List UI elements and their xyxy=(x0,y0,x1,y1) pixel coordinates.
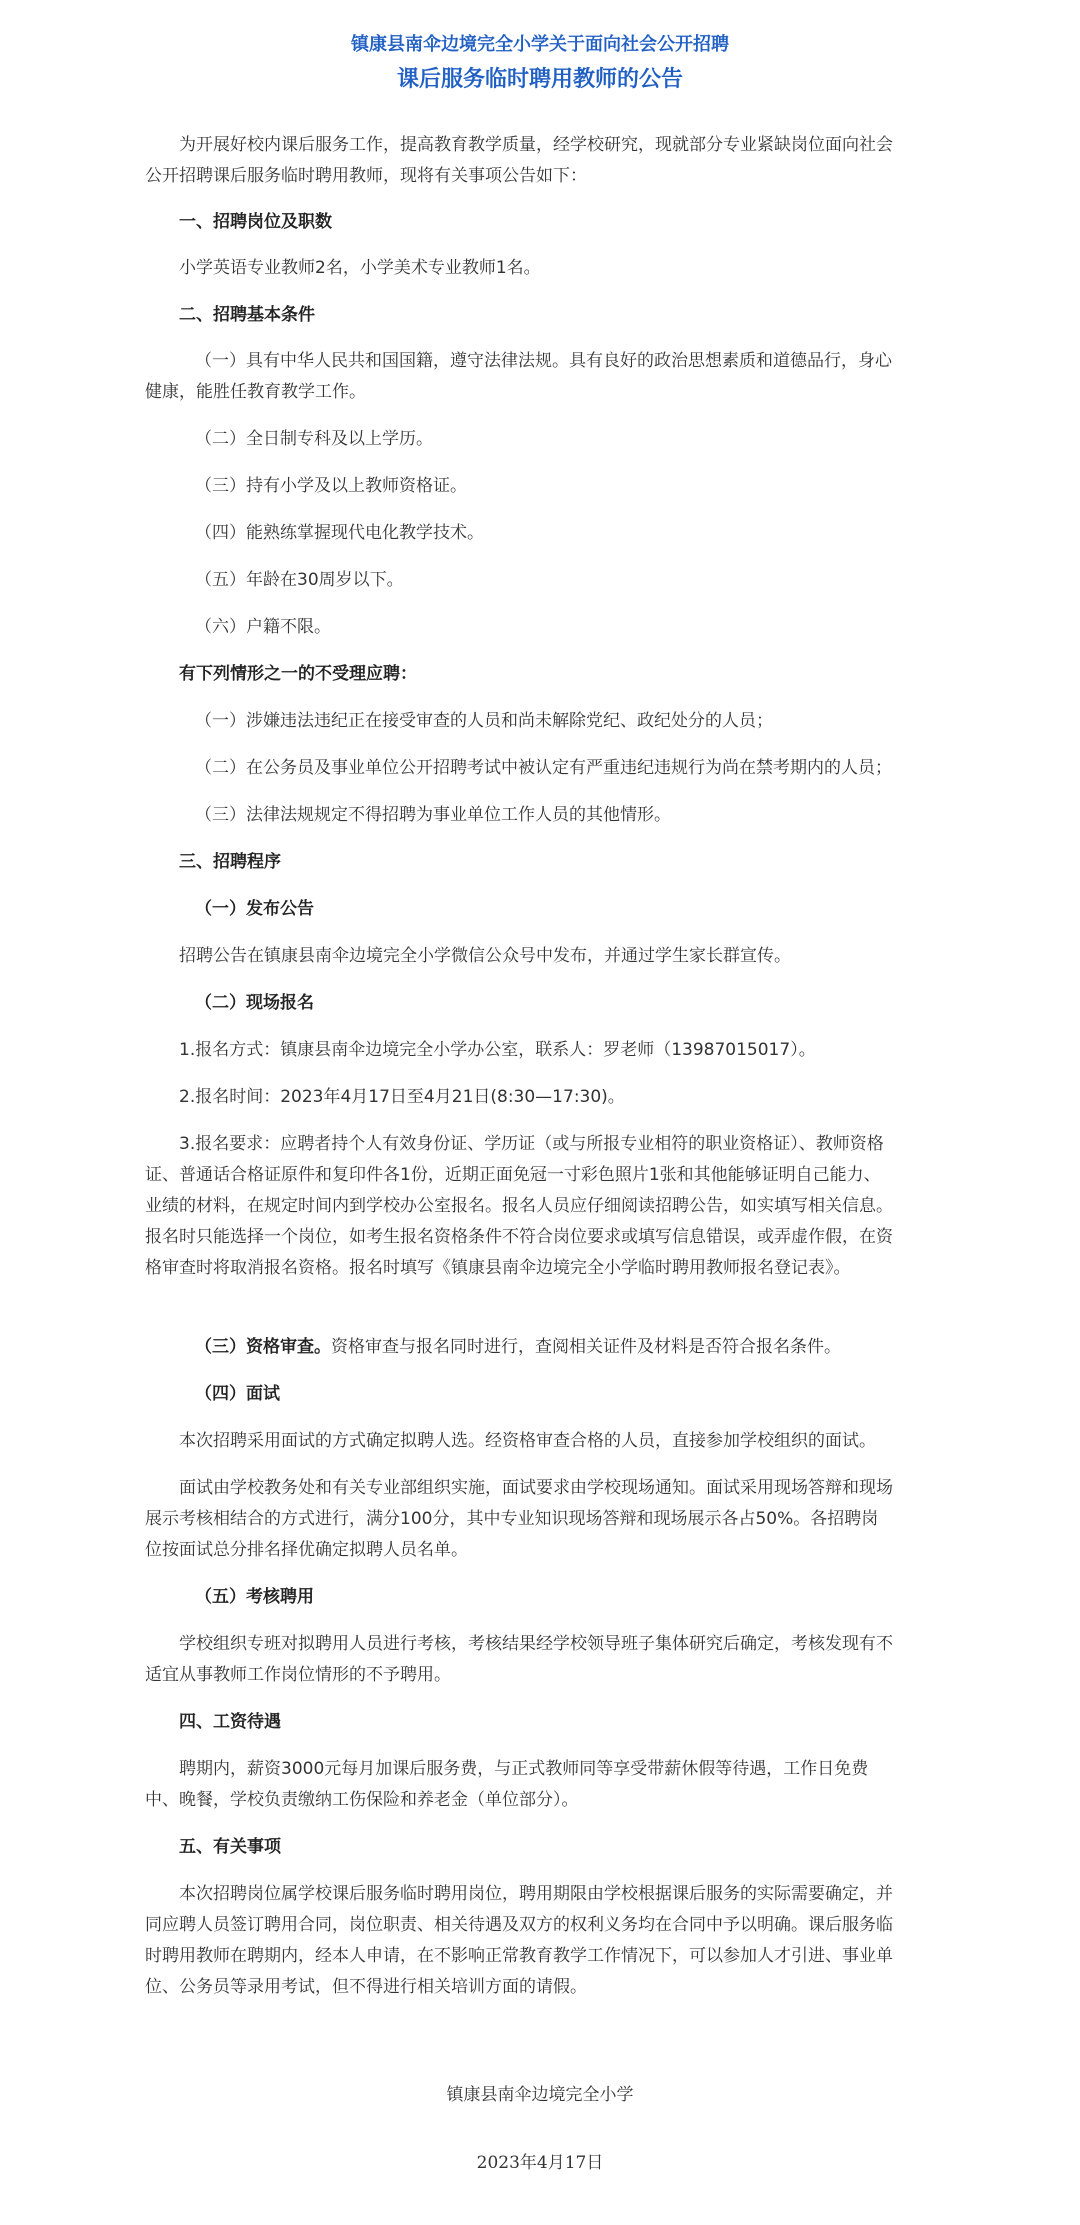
section1-text: 小学英语专业教师2名，小学美术专业教师1名。 xyxy=(179,258,541,278)
interview-text-1: 本次招聘采用面试的方式确定拟聘人选。经资格审查合格的人员，直接参加学校组织的面试。 xyxy=(179,1431,876,1451)
section4-heading: 四、工资待遇 xyxy=(179,1712,281,1732)
issue-date: 2023年4月17日 xyxy=(476,2153,604,2173)
assessment-text: 学校组织专班对拟聘用人员进行考核，考核结果经学校领导班子集体研究后确定，考核发现有不适宜从事教师工作岗位情形的不予聘用。 xyxy=(145,1634,893,1685)
section5-heading: 五、有关事项 xyxy=(179,1837,281,1857)
condition-item-6: （六）户籍不限。 xyxy=(195,617,331,637)
issuing-organization: 镇康县南伞边境完全小学 xyxy=(446,2085,634,2105)
exclusion-item-2: （二）在公务员及事业单位公开招聘考试中被认定有严重违纪违规行为尚在禁考期内的人员； xyxy=(195,758,892,778)
salary-text: 聘期内，薪资3000元每月加课后服务费，与正式教师同等享受带薪休假等待遇，工作日免费中、晚餐，学校负责缴纳工伤保险和养老金（单位部分）。 xyxy=(145,1759,869,1810)
registration-method: 1.报名方式：镇康县南伞边境完全小学办公室，联系人：罗老师（13987015017）。 xyxy=(179,1040,816,1060)
exclusion-item-3: （三）法律法规规定不得招聘为事业单位工作人员的其他情形。 xyxy=(195,805,671,825)
intro-paragraph: 为开展好校内课后服务工作，提高教育教学质量，经学校研究，现就部分专业紧缺岗位面向社会公开招聘课后服务临时聘用教师，现将有关事项公告如下： xyxy=(145,135,893,186)
section3-heading: 三、招聘程序 xyxy=(179,852,281,872)
condition-item-1: （一）具有中华人民共和国国籍，遵守法律法规。具有良好的政治思想素质和道德品行，身心健康，能胜任教育教学工作。 xyxy=(145,351,892,402)
sub5-heading: （五）考核聘用 xyxy=(195,1587,314,1607)
exclusion-item-1: （一）涉嫌违法违纪正在接受审查的人员和尚未解除党纪、政纪处分的人员； xyxy=(195,711,773,731)
interview-text-2: 面试由学校教务处和有关专业部组织实施，面试要求由学校现场通知。面试采用现场答辩和现场展示考核相结合的方式进行，满分100分，其中专业知识现场答辩和现场展示各占50%。各招聘岗位按面试总分排名择优确定拟聘人员名单。 xyxy=(145,1478,893,1560)
condition-item-4: （四）能熟练掌握现代电化教学技术。 xyxy=(195,523,484,543)
page-title-line1: 镇康县南伞边境完全小学关于面向社会公开招聘 xyxy=(351,34,729,55)
condition-item-5: （五）年龄在30周岁以下。 xyxy=(195,570,404,590)
sub3-paragraph xyxy=(145,1332,895,1363)
registration-time: 2.报名时间：2023年4月17日至4月21日(8:30—17:30)。 xyxy=(179,1087,625,1107)
matters-text: 本次招聘岗位属学校课后服务临时聘用岗位，聘用期限由学校根据课后服务的实际需要确定，并同应聘人员签订聘用合同，岗位职责、相关待遇及双方的权利义务均在合同中予以明确。课后服务临时聘用教师在聘期内，经本人申请，在不影响正常教育教学工作情况下，可以参加人才引进、事业单位、公务员等录用考试，但不得进行相关培训方面的请假。 xyxy=(145,1884,893,1997)
page-title-line2: 课后服务临时聘用教师的公告 xyxy=(396,67,683,92)
section2-heading: 二、招聘基本条件 xyxy=(179,305,315,325)
sub1-text: 招聘公告在镇康县南伞边境完全小学微信公众号中发布，并通过学生家长群宣传。 xyxy=(179,946,791,966)
exclusion-heading: 有下列情形之一的不受理应聘： xyxy=(179,664,417,684)
sub3-heading: （三）资格审查。 xyxy=(195,1337,331,1357)
condition-item-2: （二）全日制专科及以上学历。 xyxy=(195,429,433,449)
sub3-text: 资格审查与报名同时进行，查阅相关证件及材料是否符合报名条件。 xyxy=(331,1337,841,1357)
sub4-heading: （四）面试 xyxy=(195,1384,280,1404)
sub2-heading: （二）现场报名 xyxy=(195,993,314,1013)
registration-requirements: 3.报名要求：应聘者持个人有效身份证、学历证（或与所报专业相符的职业资格证）、教师资格证、普通话合格证原件和复印件各1份，近期正面免冠一寸彩色照片1张和其他能够证明自己能力、业绩的材料，在规定时间内到学校办公室报名。报名人员应仔细阅读招聘公告，如实填写相关信息。报名时只能选择一个岗位，如考生报名资格条件不符合岗位要求或填写信息错误，或弄虚作假，在资格审查时将取消报名资格。报名时填写《镇康县南伞边境完全小学临时聘用教师报名登记表》。 xyxy=(145,1134,893,1278)
sub1-heading: （一）发布公告 xyxy=(195,899,314,919)
condition-item-3: （三）持有小学及以上教师资格证。 xyxy=(195,476,467,496)
section1-heading: 一、招聘岗位及职数 xyxy=(179,212,332,232)
